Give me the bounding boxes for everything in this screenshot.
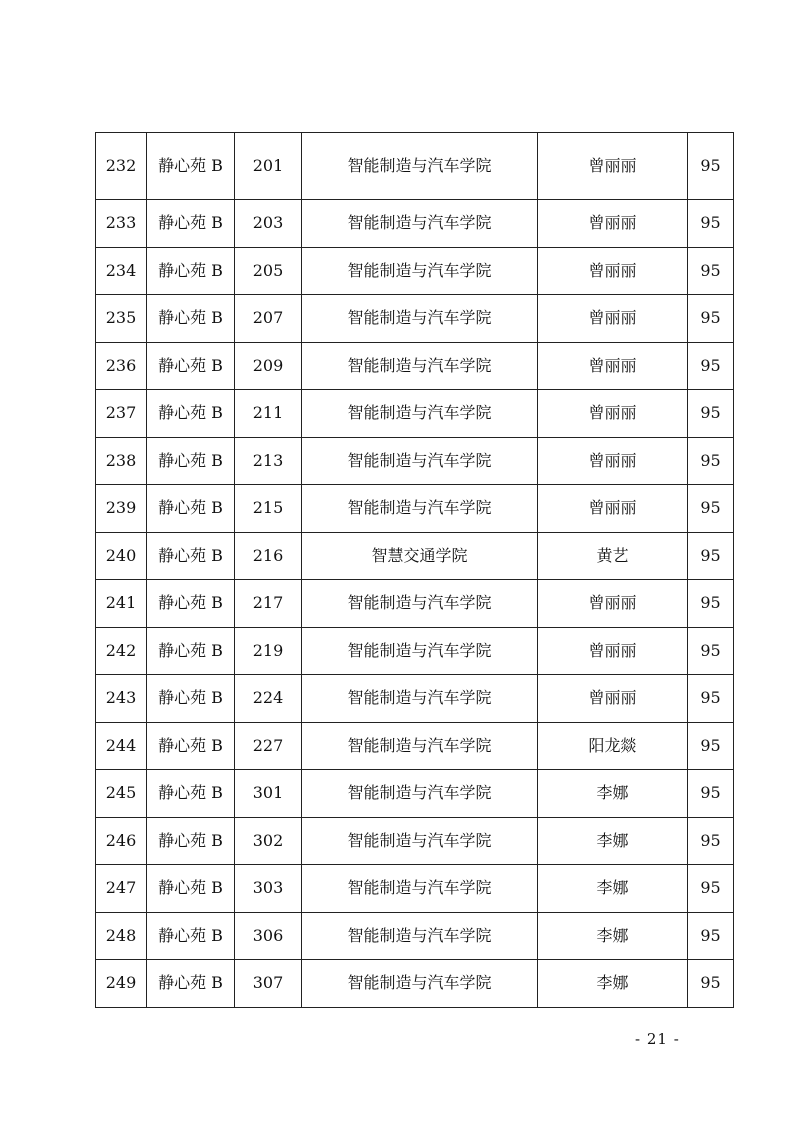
counselor-cell: 曾丽丽 [538,295,688,343]
score-cell: 95 [688,342,734,390]
college-cell: 智能制造与汽车学院 [302,865,538,913]
college-cell: 智慧交通学院 [302,532,538,580]
college-cell: 智能制造与汽车学院 [302,722,538,770]
table-body [96,133,734,1008]
row-index-cell: 238 [96,437,147,485]
score-cell: 95 [688,390,734,438]
college-cell: 智能制造与汽车学院 [302,485,538,533]
college-cell: 智能制造与汽车学院 [302,437,538,485]
counselor-cell: 曾丽丽 [538,342,688,390]
table-row [96,437,734,485]
college-cell: 智能制造与汽车学院 [302,133,538,200]
college-cell: 智能制造与汽车学院 [302,912,538,960]
row-index-cell: 233 [96,200,147,248]
score-cell: 95 [688,770,734,818]
room-cell: 215 [235,485,302,533]
building-cell: 静心苑 B [147,817,235,865]
room-cell: 203 [235,200,302,248]
counselor-cell: 曾丽丽 [538,200,688,248]
counselor-cell: 李娜 [538,912,688,960]
room-cell: 303 [235,865,302,913]
score-cell: 95 [688,865,734,913]
room-cell: 217 [235,580,302,628]
room-cell: 209 [235,342,302,390]
building-cell: 静心苑 B [147,390,235,438]
row-index-cell: 236 [96,342,147,390]
college-cell: 智能制造与汽车学院 [302,627,538,675]
building-cell: 静心苑 B [147,342,235,390]
room-cell: 302 [235,817,302,865]
counselor-cell: 曾丽丽 [538,627,688,675]
score-cell: 95 [688,722,734,770]
counselor-cell: 曾丽丽 [538,437,688,485]
table-row [96,722,734,770]
counselor-cell: 李娜 [538,865,688,913]
row-index-cell: 232 [96,133,147,200]
table-row [96,675,734,723]
room-cell: 211 [235,390,302,438]
room-cell: 201 [235,133,302,200]
room-cell: 224 [235,675,302,723]
building-cell: 静心苑 B [147,247,235,295]
college-cell: 智能制造与汽车学院 [302,295,538,343]
building-cell: 静心苑 B [147,295,235,343]
college-cell: 智能制造与汽车学院 [302,390,538,438]
table-row [96,200,734,248]
table-row [96,342,734,390]
row-index-cell: 248 [96,912,147,960]
table-row [96,627,734,675]
counselor-cell: 曾丽丽 [538,485,688,533]
counselor-cell: 曾丽丽 [538,580,688,628]
building-cell: 静心苑 B [147,865,235,913]
building-cell: 静心苑 B [147,133,235,200]
counselor-cell: 阳龙燚 [538,722,688,770]
building-cell: 静心苑 B [147,770,235,818]
counselor-cell: 李娜 [538,960,688,1008]
row-index-cell: 245 [96,770,147,818]
score-cell: 95 [688,817,734,865]
score-cell: 95 [688,580,734,628]
row-index-cell: 247 [96,865,147,913]
counselor-cell: 曾丽丽 [538,247,688,295]
college-cell: 智能制造与汽车学院 [302,817,538,865]
row-index-cell: 242 [96,627,147,675]
building-cell: 静心苑 B [147,532,235,580]
table-row [96,485,734,533]
row-index-cell: 249 [96,960,147,1008]
college-cell: 智能制造与汽车学院 [302,770,538,818]
building-cell: 静心苑 B [147,200,235,248]
college-cell: 智能制造与汽车学院 [302,960,538,1008]
table-row [96,770,734,818]
room-cell: 205 [235,247,302,295]
building-cell: 静心苑 B [147,960,235,1008]
table-row [96,133,734,200]
score-cell: 95 [688,247,734,295]
table-row [96,390,734,438]
counselor-cell: 曾丽丽 [538,390,688,438]
table-row [96,912,734,960]
table-row [96,580,734,628]
building-cell: 静心苑 B [147,580,235,628]
room-cell: 307 [235,960,302,1008]
counselor-cell: 曾丽丽 [538,675,688,723]
score-cell: 95 [688,200,734,248]
row-index-cell: 239 [96,485,147,533]
room-cell: 227 [235,722,302,770]
college-cell: 智能制造与汽车学院 [302,247,538,295]
room-cell: 306 [235,912,302,960]
dormitory-score-table [95,132,734,1008]
score-cell: 95 [688,627,734,675]
row-index-cell: 244 [96,722,147,770]
score-cell: 95 [688,912,734,960]
room-cell: 301 [235,770,302,818]
table-row [96,960,734,1008]
score-cell: 95 [688,675,734,723]
table-row [96,865,734,913]
score-cell: 95 [688,532,734,580]
score-cell: 95 [688,437,734,485]
score-cell: 95 [688,960,734,1008]
room-cell: 216 [235,532,302,580]
room-cell: 207 [235,295,302,343]
counselor-cell: 李娜 [538,770,688,818]
score-cell: 95 [688,133,734,200]
page-number: - 21 - [635,1030,680,1048]
building-cell: 静心苑 B [147,912,235,960]
score-cell: 95 [688,485,734,533]
college-cell: 智能制造与汽车学院 [302,580,538,628]
table-row [96,247,734,295]
building-cell: 静心苑 B [147,437,235,485]
table-row [96,532,734,580]
table-row [96,817,734,865]
row-index-cell: 237 [96,390,147,438]
row-index-cell: 235 [96,295,147,343]
college-cell: 智能制造与汽车学院 [302,342,538,390]
building-cell: 静心苑 B [147,485,235,533]
row-index-cell: 243 [96,675,147,723]
college-cell: 智能制造与汽车学院 [302,200,538,248]
counselor-cell: 曾丽丽 [538,133,688,200]
counselor-cell: 黄艺 [538,532,688,580]
row-index-cell: 246 [96,817,147,865]
row-index-cell: 241 [96,580,147,628]
building-cell: 静心苑 B [147,627,235,675]
college-cell: 智能制造与汽车学院 [302,675,538,723]
building-cell: 静心苑 B [147,722,235,770]
building-cell: 静心苑 B [147,675,235,723]
room-cell: 219 [235,627,302,675]
room-cell: 213 [235,437,302,485]
counselor-cell: 李娜 [538,817,688,865]
row-index-cell: 234 [96,247,147,295]
row-index-cell: 240 [96,532,147,580]
score-cell: 95 [688,295,734,343]
table-row [96,295,734,343]
